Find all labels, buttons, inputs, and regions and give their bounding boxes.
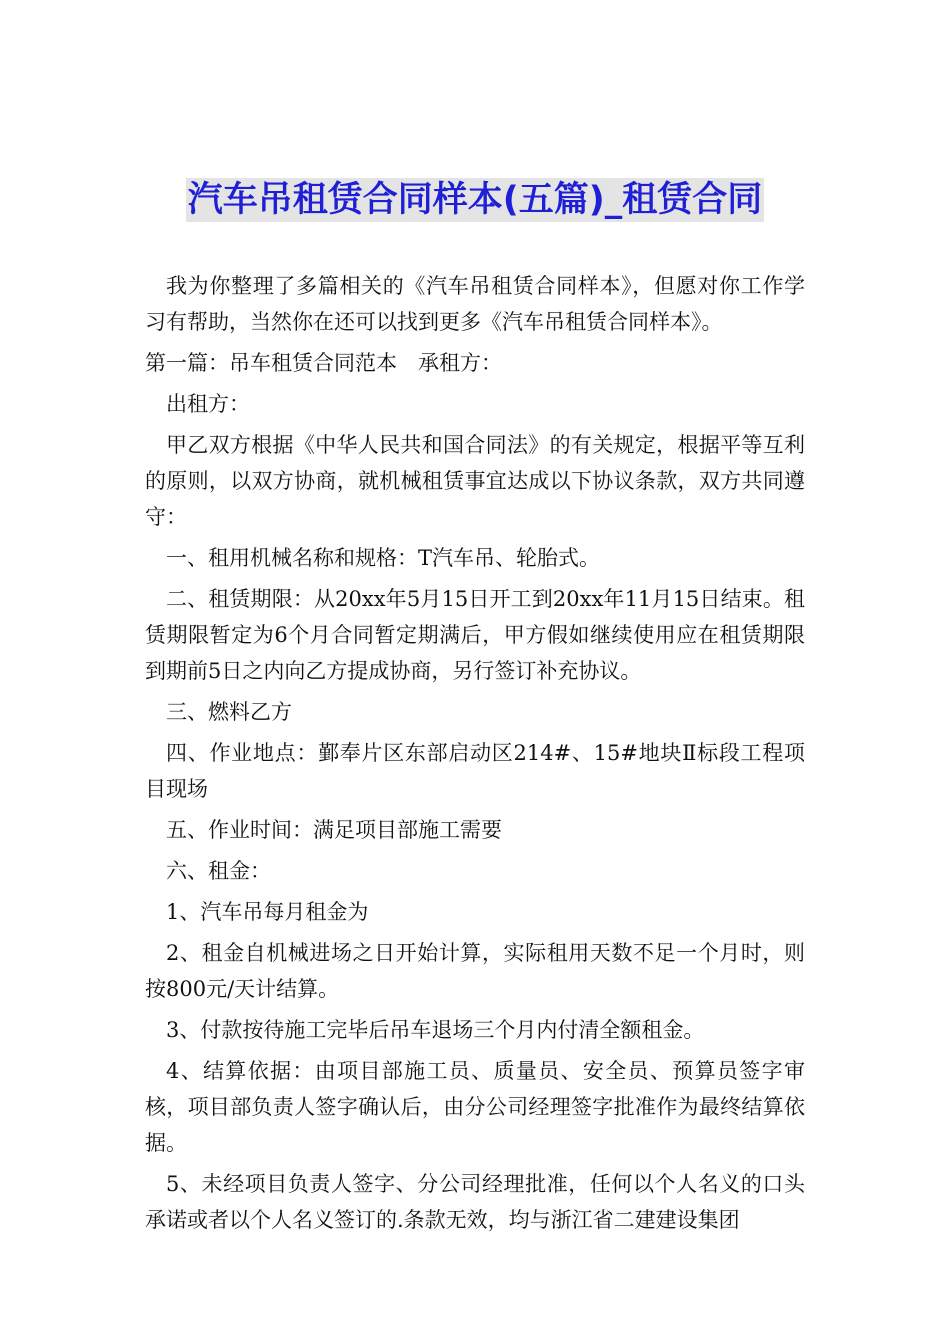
paragraph-clause-3: 三、燃料乙方 (166, 700, 292, 724)
paragraph-rent-2: 2、租金自机械进场之日开始计算，实际租用天数不足一个月时，则按800元/天计结算。 (145, 941, 805, 1001)
paragraph-intro: 我为你整理了多篇相关的《汽车吊租赁合同样本》，但愿对你工作学习有帮助，当然你在还可以找到更多《汽车吊租赁合同样本》。 (145, 274, 805, 334)
paragraph-clause-5: 五、作业时间：满足项目部施工需要 (166, 818, 502, 842)
paragraph-rent-3: 3、付款按待施工完毕后吊车退场三个月内付清全额租金。 (166, 1018, 705, 1042)
paragraph-chapter-one: 第一篇：吊车租赁合同范本 承租方： (145, 351, 502, 375)
paragraph-clause-1: 一、租用机械名称和规格：T汽车吊、轮胎式。 (166, 546, 601, 570)
paragraph-preamble: 甲乙双方根据《中华人民共和国合同法》的有关规定，根据平等互利的原则，以双方协商，就机械租赁事宜达成以下协议条款，双方共同遵守： (145, 433, 805, 529)
paragraph-clause-2: 二、租赁期限：从20xx年5月15日开工到20xx年11月15日结束。租赁期限暂定为6个月合同暂定期满后，甲方假如继续使用应在租赁期限到期前5日之内向乙方提成协商，另行签订补充协议。 (145, 587, 805, 683)
title-block (0, 178, 950, 222)
paragraph-rent-1: 1、汽车吊每月租金为 (166, 900, 369, 924)
paragraph-clause-4: 四、作业地点：鄞奉片区东部启动区214#、15#地块Ⅱ标段工程项目现场 (145, 741, 805, 801)
document-title: 汽车吊租赁合同样本(五篇)_租赁合同 (187, 180, 763, 220)
paragraph-clause-6: 六、租金： (166, 859, 271, 883)
paragraph-lessor: 出租方： (166, 392, 250, 416)
document-body (145, 268, 805, 1243)
paragraph-rent-5: 5、未经项目负责人签字、分公司经理批准，任何以个人名义的口头承诺或者以个人名义签订的.条款无效，均与浙江省二建建设集团 (145, 1172, 805, 1232)
paragraph-rent-4: 4、结算依据：由项目部施工员、质量员、安全员、预算员签字审核，项目部负责人签字确认后，由分公司经理签字批准作为最终结算依据。 (145, 1059, 805, 1155)
